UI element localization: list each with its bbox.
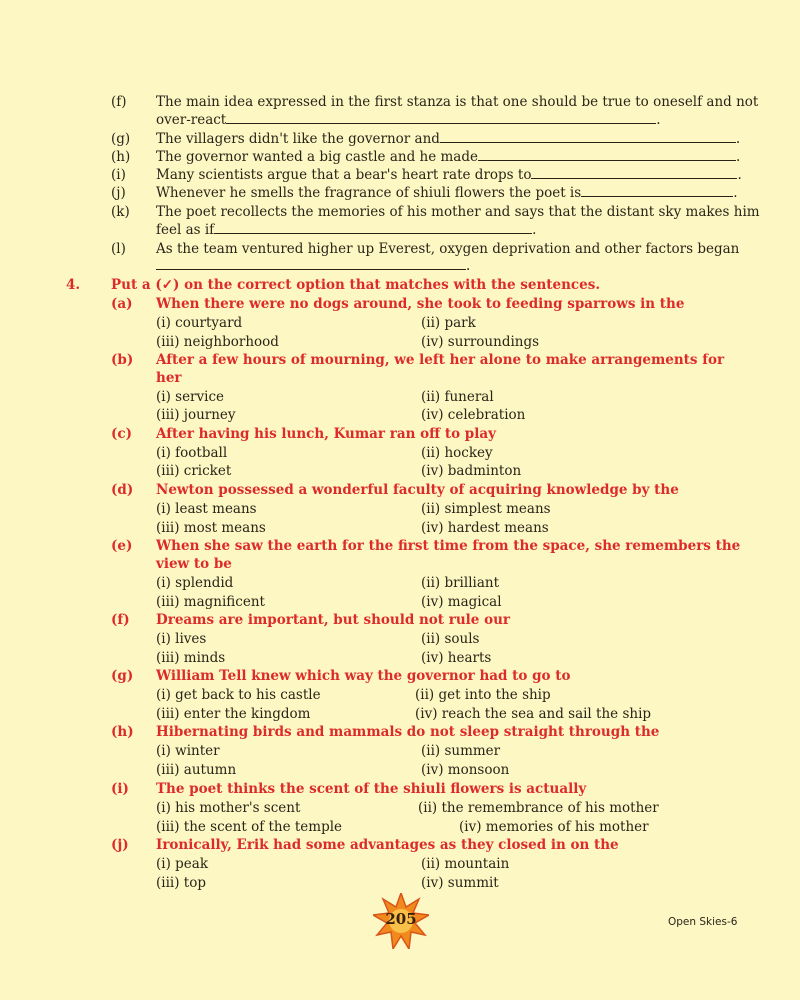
option[interactable]: (ii) brilliant: [421, 575, 499, 591]
option[interactable]: (iii) magnificent: [156, 594, 265, 610]
option[interactable]: (ii) souls: [421, 631, 480, 647]
answer-blank[interactable]: [214, 221, 532, 234]
page-number: 205: [385, 910, 417, 928]
question-instruction: Put a (✓) on the correct option that matches with the sentences.: [111, 277, 601, 293]
option[interactable]: (iv) monsoon: [421, 762, 510, 778]
option[interactable]: (iii) the scent of the temple: [156, 819, 343, 835]
answer-blank[interactable]: [156, 257, 466, 270]
mcq-question: After having his lunch, Kumar ran off to play: [156, 426, 496, 442]
option[interactable]: (iii) minds: [156, 650, 226, 666]
mcq-question: Dreams are important, but should not rule our: [156, 612, 511, 628]
option[interactable]: (i) least means: [156, 501, 257, 517]
item-text: The main idea expressed in the first stanza is that one should be true to oneself and not: [156, 94, 759, 110]
item-text-cont: .: [156, 257, 470, 275]
option[interactable]: (iv) celebration: [421, 407, 526, 423]
item-label: (l): [111, 241, 126, 257]
option[interactable]: (iv) summit: [421, 875, 499, 891]
question-number: 4.: [66, 277, 81, 293]
answer-blank[interactable]: [226, 111, 656, 124]
option[interactable]: (iii) enter the kingdom: [156, 706, 311, 722]
option[interactable]: (i) courtyard: [156, 315, 243, 331]
item-label: (g): [111, 131, 131, 147]
answer-blank[interactable]: [478, 148, 736, 161]
option[interactable]: (iii) journey: [156, 407, 236, 423]
mcq-label: (i): [111, 781, 129, 797]
option[interactable]: (ii) get into the ship: [415, 687, 551, 703]
item-text: The villagers didn't like the governor and .: [156, 131, 741, 147]
mcq-label: (j): [111, 837, 129, 853]
option[interactable]: (iii) neighborhood: [156, 334, 279, 350]
mcq-question: After a few hours of mourning, we left her alone to make arrangements for: [156, 352, 725, 368]
option[interactable]: (ii) summer: [421, 743, 501, 759]
option[interactable]: (iv) badminton: [421, 463, 522, 479]
item-label: (h): [111, 149, 131, 165]
option[interactable]: (iv) magical: [421, 594, 502, 610]
answer-blank[interactable]: [440, 130, 736, 143]
option[interactable]: (iii) cricket: [156, 463, 232, 479]
option[interactable]: (iv) surroundings: [421, 334, 540, 350]
option[interactable]: (i) splendid: [156, 575, 234, 591]
mcq-question: Newton possessed a wonderful faculty of acquiring knowledge by the: [156, 482, 679, 498]
answer-blank[interactable]: [531, 166, 737, 179]
option[interactable]: (ii) simplest means: [421, 501, 551, 517]
option[interactable]: (i) service: [156, 389, 225, 405]
mcq-label: (b): [111, 352, 134, 368]
book-title: Open Skies-6: [668, 916, 738, 928]
item-text: Many scientists argue that a bear's heart rate drops to .: [156, 167, 742, 183]
mcq-question: When there were no dogs around, she took to feeding sparrows in the: [156, 296, 685, 312]
option[interactable]: (i) football: [156, 445, 228, 461]
item-text: The governor wanted a big castle and he made .: [156, 149, 741, 165]
mcq-question: When she saw the earth for the first time from the space, she remembers the: [156, 538, 741, 554]
option[interactable]: (ii) funeral: [421, 389, 494, 405]
item-label: (f): [111, 94, 127, 110]
option[interactable]: (iii) top: [156, 875, 206, 891]
option[interactable]: (iv) hardest means: [421, 520, 549, 536]
mcq-label: (e): [111, 538, 133, 554]
option[interactable]: (i) his mother's scent: [156, 800, 301, 816]
mcq-question: The poet thinks the scent of the shiuli flowers is actually: [156, 781, 587, 797]
item-text: As the team ventured higher up Everest, oxygen deprivation and other factors began: [156, 241, 740, 257]
option[interactable]: (iv) memories of his mother: [459, 819, 649, 835]
item-label: (j): [111, 185, 126, 201]
item-text-cont: feel as if .: [156, 222, 537, 238]
item-text: The poet recollects the memories of his mother and says that the distant sky makes him: [156, 204, 760, 220]
mcq-question-cont: view to be: [156, 556, 232, 572]
mcq-label: (f): [111, 612, 130, 628]
mcq-label: (h): [111, 724, 134, 740]
option[interactable]: (i) lives: [156, 631, 207, 647]
option[interactable]: (iv) reach the sea and sail the ship: [415, 706, 652, 722]
option[interactable]: (iii) most means: [156, 520, 266, 536]
mcq-label: (a): [111, 296, 133, 312]
item-text: Whenever he smells the fragrance of shiuli flowers the poet is .: [156, 185, 738, 201]
option[interactable]: (ii) mountain: [421, 856, 510, 872]
option[interactable]: (ii) park: [421, 315, 476, 331]
item-text-cont: over-react .: [156, 112, 661, 128]
option[interactable]: (i) peak: [156, 856, 209, 872]
option[interactable]: (i) get back to his castle: [156, 687, 321, 703]
option[interactable]: (ii) the remembrance of his mother: [418, 800, 659, 816]
option[interactable]: (i) winter: [156, 743, 220, 759]
answer-blank[interactable]: [581, 184, 733, 197]
mcq-question-cont: her: [156, 370, 182, 386]
item-label: (k): [111, 204, 130, 220]
mcq-label: (c): [111, 426, 132, 442]
option[interactable]: (ii) hockey: [421, 445, 493, 461]
page-number-badge: [373, 893, 429, 949]
option[interactable]: (iii) autumn: [156, 762, 237, 778]
mcq-question: Ironically, Erik had some advantages as they closed in on the: [156, 837, 619, 853]
option[interactable]: (iv) hearts: [421, 650, 492, 666]
mcq-question: William Tell knew which way the governor had to go to: [156, 668, 571, 684]
item-label: (i): [111, 167, 126, 183]
mcq-label: (d): [111, 482, 134, 498]
mcq-question: Hibernating birds and mammals do not sleep straight through the: [156, 724, 660, 740]
mcq-label: (g): [111, 668, 134, 684]
